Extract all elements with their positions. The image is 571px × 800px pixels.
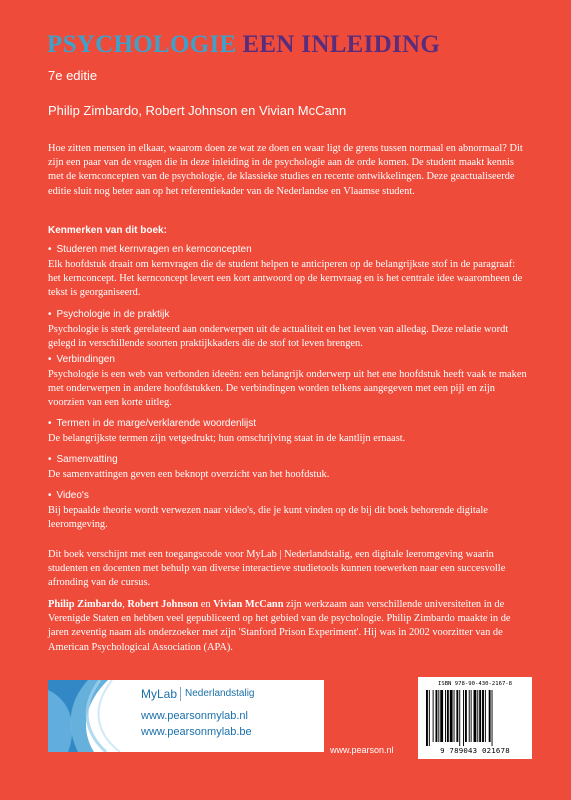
isbn-barcode bbox=[418, 677, 532, 759]
barcode-bar bbox=[426, 690, 428, 746]
barcode-bar bbox=[489, 690, 491, 742]
barcode-bar bbox=[450, 690, 453, 742]
barcode-bar bbox=[469, 690, 470, 742]
feature-body: Bij bepaalde theorie wordt verwezen naar video's, die je kunt vinden op de bij dit boek behorende digitale leeromgeving. bbox=[48, 505, 488, 531]
edition-label: 7e editie bbox=[48, 68, 98, 83]
barcode-bar bbox=[445, 690, 446, 742]
barcode-bar bbox=[477, 690, 478, 742]
mylab-swirl-graphic bbox=[48, 680, 136, 752]
barcode-bar bbox=[479, 690, 481, 742]
title-een-inleiding: EEN INLEIDING bbox=[242, 31, 441, 58]
barcode-bar bbox=[485, 690, 486, 742]
feature-title: • Samenvatting bbox=[48, 454, 118, 465]
title-psychologie: PSYCHOLOGIE bbox=[47, 31, 237, 58]
barcode-bar bbox=[454, 690, 455, 742]
barcode-bar bbox=[456, 690, 458, 742]
intro-paragraph: Hoe zitten mensen in elkaar, waarom doen ze wat ze doen en waar ligt de grens tussen normaal en abnormaal? Dit zijn een paar van de vragen die in deze inleiding in de psychologie aan de orde komen. De student maakt kennis met de kernconcepten van de psychologie, de klassieke studies en recente ontwikkelingen. Deze geactualiseerde editie sluit nog beter aan op het referentiekader van de Nederlandse en Vlaamse student. bbox=[48, 143, 523, 197]
feature-title: • Psychologie in de praktijk bbox=[48, 309, 170, 320]
feature-title: • Studeren met kernvragen en kernconcepten bbox=[48, 244, 252, 255]
features-heading: Kenmerken van dit boek: bbox=[48, 225, 167, 236]
barcode-bar bbox=[433, 690, 434, 742]
authors-line: Philip Zimbardo, Robert Johnson en Vivian McCann bbox=[48, 103, 347, 118]
barcode-bar bbox=[482, 690, 484, 742]
barcode-bar bbox=[429, 690, 430, 746]
feature-title: • Verbindingen bbox=[48, 354, 115, 365]
barcode-bar bbox=[465, 690, 467, 742]
barcode-bar bbox=[447, 690, 449, 742]
feature-body: De samenvattingen geven een beknopt overzicht van het hoofdstuk. bbox=[48, 469, 330, 480]
feature-body: Psychologie is een web van verbonden ideeën: een belangrijk onderwerp uit het ene hoofdstuk heeft vaak te maken met onderwerpen in andere hoofdstukken. De verbindingen worden telkens aangegeven met een pijl en zijn voorzien van een korte uitleg. bbox=[48, 369, 527, 409]
barcode-digits: 9 789043 021678 bbox=[440, 746, 510, 755]
barcode-bar bbox=[474, 690, 477, 742]
book-title bbox=[47, 31, 440, 59]
feature-body: Elk hoofdstuk draait om kernvragen die de student helpen te anticiperen op de belangrijkste stof in de paragraaf: het kernconcept. Het kernconcept levert een kort antwoord op de kernvraag en is het centrale idee waaromheen de tekst is georganiseerd. bbox=[48, 259, 523, 299]
feature-body: Psychologie is sterk gerelateerd aan onderwerpen uit de actualiteit en het leven van alledag. Deze relatie wordt gelegd in verschillende soorten praktijkkaders die de stof tot leven brengen. bbox=[48, 324, 509, 350]
feature-body: De belangrijkste termen zijn vetgedrukt; hun omschrijving staat in de kantlijn ernaast. bbox=[48, 433, 406, 444]
publisher-url[interactable]: www.pearson.nl bbox=[330, 745, 394, 755]
mylab-paragraph: Dit boek verschijnt met een toegangscode voor MyLab | Nederlandstalig, een digitale leeromgeving waarin studenten en docenten met behulp van diverse interactieve studietools kunnen toewerken naar een succesvolle afronding van de cursus. bbox=[48, 549, 506, 589]
mylab-divider bbox=[180, 687, 181, 701]
mylab-url-nl[interactable]: www.pearsonmylab.nl bbox=[141, 710, 248, 722]
isbn-text: ISBN 978-90-430-2167-8 bbox=[437, 681, 513, 687]
mylab-brand: MyLab bbox=[141, 687, 178, 701]
feature-title: • Termen in de marge/verklarende woordenlijst bbox=[48, 418, 257, 429]
barcode-bar bbox=[459, 690, 460, 746]
feature-title: • Video's bbox=[48, 490, 89, 501]
barcode-bar bbox=[440, 690, 443, 742]
barcode-bar bbox=[436, 690, 438, 742]
mylab-url-be[interactable]: www.pearsonmylab.be bbox=[141, 726, 252, 738]
barcode-bar bbox=[438, 690, 439, 742]
barcode-bars bbox=[426, 690, 524, 746]
barcode-bar bbox=[492, 690, 493, 746]
mylab-language-label: Nederlandstalig bbox=[185, 688, 255, 699]
authors-bio: Philip Zimbardo, Robert Johnson en Vivian McCann zijn werkzaam aan verschillende universiteiten in de Verenigde Staten en hebben veel gepubliceerd op het gebied van de psychologie. Philip Zimbardo maakte in de jaren zeventig naam als onderzoeker met zijn 'Stanford Prison Experiment'. Hij was in 2002 voorzitter van de American Psychological Association (APA). bbox=[48, 599, 511, 653]
barcode-bar bbox=[471, 690, 472, 742]
mylab-banner bbox=[48, 680, 324, 752]
barcode-bar bbox=[463, 690, 464, 746]
